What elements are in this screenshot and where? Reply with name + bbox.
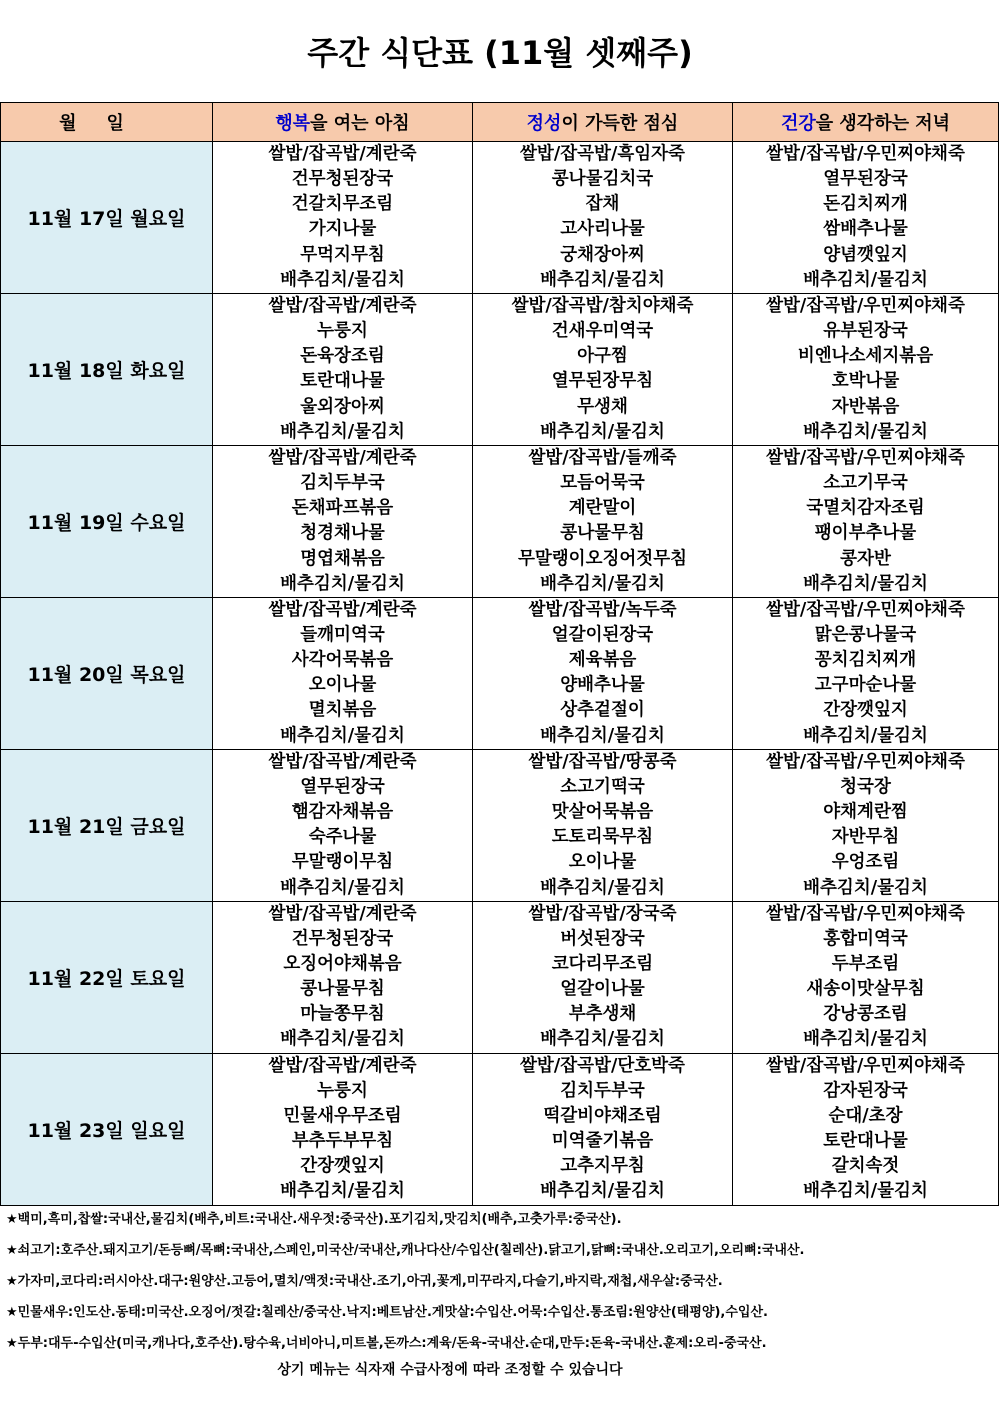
header-breakfast-rest: 을 여는 아침 [310, 113, 410, 134]
lunch-dish: 배추김치/물김치 [540, 269, 665, 290]
dinner-dish: 새송이맛살무침 [806, 979, 925, 1000]
breakfast-dish: 울외장아찌 [300, 396, 385, 417]
origin-note: ★두부:대두-수입산(미국,캐나다,호주산).탕수육,너비아니,미트볼,돈까스:계육/돈육-국내산.순대,만두:돈육-국내산.훈제:오리-중국산. [6, 1336, 767, 1351]
header-day: 월일 [1, 103, 213, 142]
breakfast-dish: 쌀밥/잡곡밥/계란죽 [268, 447, 417, 468]
dinner-dish: 홍합미역국 [823, 928, 908, 949]
header-dinner-highlight: 건강 [780, 113, 816, 134]
day-date: 11월 17일 월요일 [1, 142, 213, 294]
breakfast-dish: 사각어묵볶음 [291, 650, 394, 671]
breakfast-dish: 배추김치/물김치 [280, 573, 405, 594]
breakfast-dish: 쌀밥/잡곡밥/계란죽 [268, 1055, 417, 1076]
breakfast-dish: 햄감자채볶음 [291, 802, 394, 823]
breakfast-dish: 민물새우무조림 [283, 1105, 402, 1126]
lunch-dish: 쌀밥/잡곡밥/단호박죽 [520, 1055, 685, 1076]
dinner-cell [733, 293, 999, 445]
breakfast-cell [213, 597, 473, 749]
dinner-dish: 토란대나물 [823, 1131, 908, 1152]
day-date: 11월 22일 토요일 [1, 901, 213, 1053]
lunch-dish: 잡채 [585, 194, 620, 215]
lunch-dish: 도토리묵무침 [551, 827, 654, 848]
breakfast-dish: 숙주나물 [308, 827, 377, 848]
breakfast-dish: 쌀밥/잡곡밥/계란죽 [268, 144, 417, 164]
lunch-dish: 쌀밥/잡곡밥/흑임자죽 [520, 144, 685, 164]
lunch-dish: 소고기떡국 [560, 776, 645, 797]
dinner-dish: 배추김치/물김치 [803, 725, 928, 746]
dinner-dish: 열무된장국 [823, 169, 908, 190]
lunch-cell [473, 293, 733, 445]
lunch-dish: 콩나물무침 [560, 523, 645, 544]
lunch-dish: 고사리나물 [560, 219, 645, 240]
lunch-dish: 계란말이 [568, 498, 637, 519]
dinner-dish: 배추김치/물김치 [803, 573, 928, 594]
breakfast-dish: 배추김치/물김치 [280, 877, 405, 898]
lunch-dish: 떡갈비야채조림 [543, 1105, 662, 1126]
header-dinner-rest: 을 생각하는 저녁 [815, 113, 951, 134]
breakfast-dish: 가지나물 [308, 219, 377, 240]
breakfast-cell [213, 1053, 473, 1205]
header-breakfast [213, 103, 473, 142]
breakfast-dish: 쌀밥/잡곡밥/계란죽 [268, 599, 417, 620]
dinner-dish: 순대/초장 [828, 1105, 903, 1126]
lunch-dish: 배추김치/물김치 [540, 573, 665, 594]
lunch-dish: 얼갈이된장국 [551, 624, 654, 645]
dinner-dish: 야채계란찜 [823, 802, 908, 823]
header-row [1, 103, 999, 142]
breakfast-dish: 건무청된장국 [291, 169, 394, 190]
dinner-dish: 강낭콩조림 [823, 1004, 908, 1025]
lunch-dish: 모듬어묵국 [560, 473, 645, 494]
day-date: 11월 20일 목요일 [1, 597, 213, 749]
lunch-dish: 배추김치/물김치 [540, 877, 665, 898]
dinner-dish: 호박나물 [831, 371, 900, 392]
breakfast-dish: 명엽채볶음 [300, 548, 385, 569]
dinner-cell [733, 901, 999, 1053]
day-row [1, 901, 999, 1053]
origin-note: ★가자미,코다리:러시아산.대구:원양산.고등어,멸치/액젓:국내산.조기,아귀,꽃게,미꾸라지,다슬기,바지락,재첩,새우살:중국산. [6, 1274, 723, 1289]
lunch-dish: 김치두부국 [560, 1080, 645, 1101]
breakfast-dish: 돈육장조림 [300, 346, 385, 367]
day-date: 11월 21일 금요일 [1, 749, 213, 901]
dinner-dish: 국멸치감자조림 [806, 498, 925, 519]
dinner-dish: 팽이부추나물 [814, 523, 917, 544]
dinner-dish: 맑은콩나물국 [814, 624, 917, 645]
dinner-dish: 유부된장국 [823, 321, 908, 342]
lunch-dish: 콩나물김치국 [551, 169, 654, 190]
breakfast-dish: 콩나물무침 [300, 979, 385, 1000]
dinner-dish: 쌈배추나물 [823, 219, 908, 240]
breakfast-dish: 배추김치/물김치 [280, 421, 405, 442]
breakfast-dish: 멸치볶음 [308, 700, 377, 721]
breakfast-dish: 누룽지 [317, 1080, 368, 1101]
lunch-cell [473, 901, 733, 1053]
lunch-dish: 배추김치/물김치 [540, 421, 665, 442]
lunch-dish: 쌀밥/잡곡밥/들깨죽 [528, 447, 677, 468]
lunch-dish: 궁채장아찌 [560, 244, 645, 265]
dinner-dish: 갈치속젓 [831, 1156, 900, 1177]
dinner-dish: 감자된장국 [823, 1080, 908, 1101]
breakfast-dish: 오징어야채볶음 [283, 954, 402, 974]
lunch-cell [473, 597, 733, 749]
breakfast-dish: 토란대나물 [300, 371, 385, 392]
lunch-dish: 버섯된장국 [560, 928, 645, 949]
lunch-dish: 건새우미역국 [551, 321, 654, 342]
dinner-dish: 쌀밥/잡곡밥/우민찌야채죽 [766, 599, 965, 620]
breakfast-dish: 간장깻잎지 [300, 1156, 385, 1177]
dinner-dish: 배추김치/물김치 [803, 269, 928, 290]
dinner-cell [733, 445, 999, 597]
breakfast-dish: 무먹지무침 [300, 244, 385, 265]
breakfast-dish: 무말랭이무침 [291, 852, 394, 873]
dinner-dish: 쌀밥/잡곡밥/우민찌야채죽 [766, 144, 965, 164]
origin-note: ★민물새우:인도산.동태:미국산.오징어/젓갈:칠레산/중국산.낙지:베트남산.게맛살:수입산.어묵:수입산.통조림:원양산(태평양),수입산. [6, 1305, 768, 1320]
breakfast-dish: 김치두부국 [300, 473, 385, 494]
day-row [1, 142, 999, 294]
dinner-dish: 배추김치/물김치 [803, 421, 928, 442]
breakfast-cell [213, 142, 473, 294]
lunch-cell [473, 1053, 733, 1205]
dinner-dish: 쌀밥/잡곡밥/우민찌야채죽 [766, 1055, 965, 1076]
lunch-dish: 얼갈이나물 [560, 979, 645, 1000]
breakfast-dish: 배추김치/물김치 [280, 1181, 405, 1202]
lunch-cell [473, 445, 733, 597]
lunch-dish: 부추생채 [568, 1004, 637, 1025]
dinner-dish: 배추김치/물김치 [803, 1029, 928, 1050]
breakfast-dish: 쌀밥/잡곡밥/계란죽 [268, 751, 417, 772]
dinner-dish: 두부조림 [831, 954, 900, 974]
lunch-dish: 상추겉절이 [560, 700, 645, 721]
lunch-dish: 무생채 [577, 396, 628, 417]
dinner-dish: 콩자반 [840, 548, 891, 569]
breakfast-dish: 부추두부무침 [291, 1131, 394, 1152]
breakfast-dish: 열무된장국 [300, 776, 385, 797]
dinner-dish: 쌀밥/잡곡밥/우민찌야채죽 [766, 295, 965, 316]
breakfast-dish: 건무청된장국 [291, 928, 394, 949]
dinner-dish: 배추김치/물김치 [803, 1181, 928, 1202]
lunch-dish: 고추지무침 [560, 1156, 645, 1177]
day-row [1, 1053, 999, 1205]
origin-note: ★쇠고기:호주산.돼지고기/돈등뼈/목뼈:국내산,스페인,미국산/국내산,캐나다산/수입산(칠레산).닭고기,닭뼈:국내산.오리고기,오리뼈:국내산. [6, 1243, 805, 1258]
day-row [1, 597, 999, 749]
breakfast-dish: 건갈치무조림 [291, 194, 394, 215]
dinner-dish: 간장깻잎지 [823, 700, 908, 721]
lunch-dish: 코다리무조림 [551, 954, 654, 974]
day-date: 11월 18일 화요일 [1, 293, 213, 445]
header-breakfast-highlight: 행복 [275, 113, 311, 134]
dinner-cell [733, 597, 999, 749]
breakfast-dish: 누룽지 [317, 321, 368, 342]
day-date: 11월 19일 수요일 [1, 445, 213, 597]
header-lunch [473, 103, 733, 142]
page-title: 주간 식단표 (11월 셋째주) [307, 34, 693, 72]
lunch-dish: 쌀밥/잡곡밥/땅콩죽 [528, 751, 677, 772]
dinner-dish: 쌀밥/잡곡밥/우민찌야채죽 [766, 751, 965, 772]
day-row [1, 293, 999, 445]
menu-body [1, 142, 999, 1206]
dinner-dish: 쌀밥/잡곡밥/우민찌야채죽 [766, 903, 965, 924]
lunch-cell [473, 749, 733, 901]
dinner-dish: 우엉조림 [831, 852, 900, 873]
lunch-dish: 배추김치/물김치 [540, 1029, 665, 1050]
footer-note: 상기 메뉴는 식자재 수급사정에 따라 조정할 수 있습니다 [277, 1362, 623, 1378]
lunch-dish: 배추김치/물김치 [540, 725, 665, 746]
dinner-dish: 자반무침 [831, 827, 900, 848]
lunch-dish: 쌀밥/잡곡밥/장국죽 [528, 903, 677, 924]
breakfast-dish: 배추김치/물김치 [280, 725, 405, 746]
dinner-dish: 꽁치김치찌개 [814, 650, 917, 671]
breakfast-cell [213, 749, 473, 901]
breakfast-dish: 쌀밥/잡곡밥/계란죽 [268, 295, 417, 316]
breakfast-dish: 청경채나물 [300, 523, 385, 544]
lunch-dish: 미역줄기볶음 [551, 1131, 654, 1152]
breakfast-dish: 배추김치/물김치 [280, 269, 405, 290]
dinner-dish: 양념깻잎지 [823, 244, 908, 265]
dinner-cell [733, 1053, 999, 1205]
lunch-dish: 열무된장무침 [551, 371, 654, 392]
dinner-dish: 고구마순나물 [814, 675, 917, 696]
lunch-dish: 아구찜 [577, 346, 628, 367]
dinner-dish: 비엔나소세지볶음 [797, 346, 934, 367]
dinner-dish: 청국장 [840, 776, 891, 797]
breakfast-dish: 배추김치/물김치 [280, 1029, 405, 1050]
lunch-dish: 제육볶음 [568, 650, 637, 671]
breakfast-dish: 돈채파프볶음 [291, 498, 394, 519]
lunch-dish: 오이나물 [568, 852, 637, 873]
day-row [1, 445, 999, 597]
lunch-dish: 배추김치/물김치 [540, 1181, 665, 1202]
origin-note: ★백미,흑미,찹쌀:국내산,물김치(배추,비트:국내산.새우젓:중국산).포기김치,맛김치(배추,고춧가루:중국산). [6, 1212, 622, 1227]
breakfast-dish: 들깨미역국 [300, 624, 385, 645]
lunch-cell [473, 142, 733, 294]
dinner-cell [733, 749, 999, 901]
menu-table [0, 102, 999, 1206]
dinner-dish: 자반볶음 [831, 396, 900, 417]
lunch-dish: 무말랭이오징어젓무침 [517, 548, 688, 569]
lunch-dish: 쌀밥/잡곡밥/참치야채죽 [511, 295, 694, 316]
lunch-dish: 쌀밥/잡곡밥/녹두죽 [528, 599, 677, 620]
breakfast-dish: 쌀밥/잡곡밥/계란죽 [268, 903, 417, 924]
dinner-cell [733, 142, 999, 294]
dinner-dish: 쌀밥/잡곡밥/우민찌야채죽 [766, 447, 965, 468]
lunch-dish: 맛살어묵볶음 [551, 802, 654, 823]
breakfast-dish: 오이나물 [308, 675, 377, 696]
dinner-dish: 배추김치/물김치 [803, 877, 928, 898]
header-dinner [733, 103, 999, 142]
day-date: 11월 23일 일요일 [1, 1053, 213, 1205]
header-lunch-highlight: 정성 [526, 113, 562, 134]
origin-notes [6, 1204, 996, 1359]
dinner-dish: 돈김치찌개 [823, 194, 908, 215]
header-lunch-rest: 이 가득한 점심 [561, 113, 679, 134]
dinner-dish: 소고기무국 [823, 473, 908, 494]
breakfast-cell [213, 901, 473, 1053]
day-row [1, 749, 999, 901]
breakfast-cell [213, 293, 473, 445]
breakfast-cell [213, 445, 473, 597]
breakfast-dish: 마늘쫑무침 [300, 1004, 385, 1025]
lunch-dish: 양배추나물 [560, 675, 645, 696]
